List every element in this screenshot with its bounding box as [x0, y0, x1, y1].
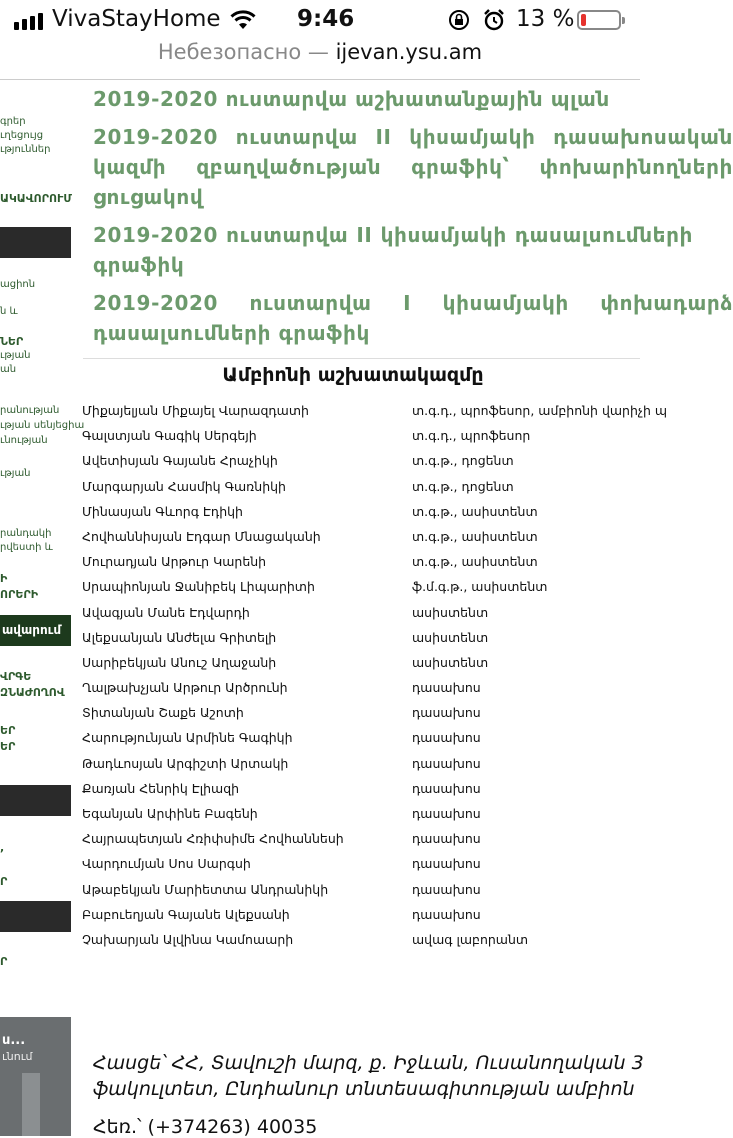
staff-position: ասիստենտ [412, 629, 489, 645]
staff-name: Բաբուեղյան Գայանե Ալեքսանի [82, 906, 290, 922]
sidebar-link[interactable]: ւթյան սենյեցիա [0, 420, 85, 431]
staff-name: Հովհաննիսյան Էդգար Մնացականի [82, 528, 321, 544]
staff-position: ֆ.մ.գ.թ., ասիստենտ [412, 579, 548, 595]
status-time: 9:46 [297, 6, 355, 32]
staff-position: տ.գ.թ., դոցենտ [412, 453, 514, 469]
staff-name: Ավետիսյան Գայանե Հրաչիկի [82, 453, 278, 469]
sidebar-heading[interactable]: ՈՐԵՐԻ [0, 588, 39, 601]
staff-row [82, 827, 640, 852]
signal-icon [14, 10, 43, 30]
sidebar-active-item[interactable]: ավարում [0, 615, 71, 646]
staff-row [82, 701, 640, 726]
staff-position: տ.գ.թ., ասիստենտ [412, 503, 538, 519]
staff-position: տ.գ.թ., ասիստենտ [412, 554, 538, 570]
staff-row [82, 676, 640, 701]
staff-name: Ալեքսանյան Անժելա Գրիտելի [82, 629, 277, 645]
document-link[interactable]: 2019-2020 ուստարվա I կիսամյակի փոխադարձ դասալսումների գրաֆիկ [93, 291, 733, 345]
divider [83, 358, 640, 359]
sidebar-block [0, 785, 71, 816]
staff-name: Ղալթախչյան Արթուր Արծրունի [82, 680, 288, 696]
staff-position: ավագ լաբորանտ [412, 931, 529, 947]
sidebar-heading[interactable]: Ր [0, 875, 8, 888]
document-link[interactable]: 2019-2020 ուստարվա II կիսամյակի դասախոսական կազմի զբաղվածության գրաֆիկ՝ փոխարինողների ցուցակով [93, 125, 733, 209]
sidebar-heading[interactable]: ԶՆԱԺՈՂՈՎ [0, 686, 65, 699]
alarm-icon [482, 8, 506, 36]
staff-position: տ.գ.դ., պրոֆեսոր [412, 428, 531, 444]
staff-name: Միքայելյան Միքայել Վարազդատի [82, 403, 309, 418]
staff-name: Ավագյան Մանե Էդվարդի [82, 604, 250, 620]
sidebar-link[interactable]: րանդակի [0, 528, 52, 539]
staff-row [82, 601, 640, 626]
thumbnail-graphic [22, 1073, 40, 1136]
staff-position: դասախոս [412, 780, 481, 796]
document-link[interactable]: 2019-2020 ուստարվա II կիսամյակի դասալսումների գրաֆիկ [93, 223, 693, 277]
battery-percent: 13 % [516, 6, 575, 32]
staff-name: Մինասյան Գևորգ Էդիկի [82, 503, 243, 519]
address-line: ֆակուլտետ, Ընդհանուր տնտեսագիտության ամբիոն [93, 1078, 635, 1100]
staff-list [82, 399, 668, 953]
wifi-icon [228, 8, 258, 34]
sidebar-link[interactable]: ւնության [0, 435, 48, 446]
staff-row [82, 500, 640, 525]
sidebar-heading[interactable]: ԱԿԱՎՈՐՈՒՄ [0, 192, 72, 205]
sidebar-link[interactable]: ւթյան [0, 350, 31, 361]
staff-position: տ.գ.դ., պրոֆեսոր, ամբիոնի վարիչի պ [412, 403, 668, 418]
staff-position: դասախոս [412, 680, 481, 696]
url-host[interactable]: ijevan.ysu.am [335, 40, 483, 64]
sidebar-link[interactable]: ացիոն [0, 279, 36, 290]
sidebar [0, 80, 85, 1006]
staff-row [82, 928, 640, 953]
staff-row [82, 449, 640, 474]
staff-position: դասախոս [412, 856, 481, 872]
staff-position: դասախոս [412, 906, 481, 922]
staff-name: Թադևոսյան Արգիշտի Արտակի [82, 755, 289, 771]
staff-name: Հարությունյան Արմինե Գագիկի [82, 730, 293, 746]
sidebar-link[interactable]: ւթյան [0, 468, 31, 479]
staff-row [82, 903, 640, 928]
staff-name: Վարդումյան Սոս Սարգսի [82, 856, 251, 872]
sidebar-heading[interactable]: Ր [0, 955, 8, 968]
sidebar-link[interactable]: րվեստի և [0, 542, 53, 553]
rotation-lock-icon [448, 9, 470, 35]
staff-row [82, 575, 640, 600]
sidebar-heading[interactable]: ՎՐԳԵ [0, 670, 32, 683]
footer-thumbnail[interactable] [0, 1017, 71, 1136]
staff-position: դասախոս [412, 705, 481, 721]
staff-position: տ.գ.թ., ասիստենտ [412, 528, 538, 544]
sidebar-link[interactable]: ան [0, 364, 17, 375]
staff-position: ասիստենտ [412, 604, 489, 620]
sidebar-link[interactable]: րանության [0, 405, 60, 416]
status-bar [0, 0, 640, 40]
staff-row [82, 777, 640, 802]
address-line: Հասցե՝ ՀՀ, Տավուշի մարզ, ք. Իջևան, Ուսանողական 3 [93, 1052, 644, 1074]
staff-row [82, 852, 640, 877]
staff-position: դասախոս [412, 831, 481, 847]
battery-icon [577, 10, 621, 30]
battery-level [581, 14, 586, 26]
staff-row [82, 752, 640, 777]
thumbnail-title: ս... [2, 1033, 26, 1048]
address-bar[interactable] [0, 40, 640, 76]
staff-row [82, 525, 640, 550]
staff-name: Մուրադյան Արթուր Կարենի [82, 554, 267, 570]
staff-position: դասախոս [412, 881, 481, 897]
staff-row [82, 399, 668, 424]
sidebar-heading[interactable]: Ի [0, 572, 8, 585]
staff-position: դասախոս [412, 806, 481, 821]
footer-phone: Հեռ.՝ (+374263) 40035 [93, 1116, 318, 1138]
thumbnail-subtitle: ւնում [2, 1050, 33, 1063]
staff-row [82, 550, 640, 575]
staff-position: տ.գ.թ., դոցենտ [412, 478, 514, 494]
staff-position: դասախոս [412, 755, 481, 771]
staff-name: Սրապիոնյան Ջանիբեկ Լիպարիտի [82, 579, 315, 595]
sidebar-block [0, 227, 71, 258]
staff-row [82, 878, 640, 903]
security-label: Небезопасно — [157, 40, 329, 64]
sidebar-heading[interactable]: ԵՐ [0, 724, 16, 737]
staff-position: դասախոս [412, 730, 481, 746]
staff-name: Հայրապետյան Հռիփսիմե Հովհաննեսի [82, 831, 344, 847]
sidebar-block [0, 901, 71, 932]
footer-address [93, 1050, 653, 1102]
sidebar-link[interactable]: ւթյուններ [0, 144, 51, 155]
staff-row [82, 475, 640, 500]
sidebar-link[interactable]: ն և [0, 306, 18, 317]
staff-name: Սարիբեկյան Անուշ Աղաջանի [82, 654, 277, 670]
sidebar-link[interactable]: գրեր [0, 116, 26, 127]
divider [0, 79, 640, 80]
staff-name: Տիտանյան Շաքե Աշոտի [82, 705, 244, 721]
staff-row [82, 626, 640, 651]
staff-position: ասիստենտ [412, 654, 489, 670]
sidebar-heading[interactable]: ԵՐ [0, 740, 16, 753]
sidebar-heading[interactable]: , [0, 841, 5, 854]
staff-title: Ամբիոնի աշխատակազմը [222, 364, 484, 386]
staff-name: Աթաբեկյան Մարիետտա Անդրանիկի [82, 881, 329, 897]
staff-name: Եգանյան Արփինե Բագենի [82, 806, 258, 821]
staff-row [82, 802, 640, 827]
staff-name: Չախարյան Ալվինա Կամոաարի [82, 931, 294, 947]
staff-row [82, 651, 640, 676]
staff-row [82, 726, 640, 751]
staff-name: Մարգարյան Հասմիկ Գառնիկի [82, 478, 286, 494]
sidebar-heading[interactable]: ՆԵՐ [0, 335, 24, 348]
document-links [93, 84, 733, 356]
document-link[interactable]: 2019-2020 ուստարվա աշխատանքային պլան [93, 87, 610, 111]
sidebar-link[interactable]: ւղեցույց [0, 130, 44, 141]
staff-name: Գալստյան Գագիկ Սերգեյի [82, 428, 257, 444]
staff-row [82, 424, 640, 449]
carrier-name: VivaStayHome [52, 6, 221, 32]
staff-name: Քառյան Հենրիկ Էլիազի [82, 780, 240, 796]
